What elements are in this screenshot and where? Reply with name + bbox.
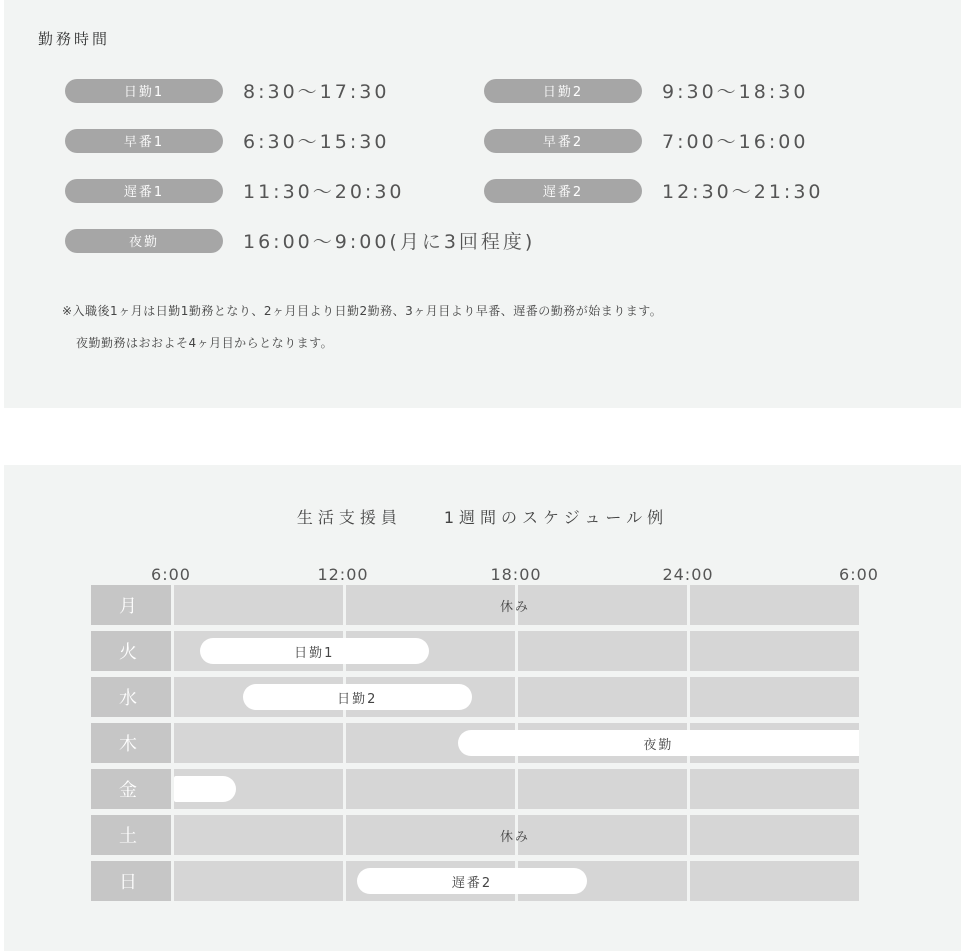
shift-row [65, 77, 389, 104]
shift-row [484, 77, 808, 104]
time-tick-label: 6:00 [839, 565, 879, 584]
shift-label-pill: 日勤1 [65, 79, 223, 103]
day-label: 火 [91, 631, 171, 671]
shift-bar: 遅番2 [357, 868, 586, 894]
schedule-row [91, 815, 859, 855]
schedule-cell [518, 677, 687, 717]
shift-time: 16:00～9:00(月に3回程度) [243, 231, 536, 253]
shift-bar [174, 776, 236, 802]
shift-row [65, 177, 405, 204]
shift-row [484, 127, 808, 154]
shift-time: 7:00～16:00 [662, 131, 809, 153]
shift-label-pill: 早番2 [484, 129, 642, 153]
time-tick-label: 6:00 [151, 565, 191, 584]
schedule-row [91, 769, 859, 809]
shift-bar: 日勤2 [243, 684, 472, 710]
shift-bar: 日勤1 [200, 638, 429, 664]
schedule-cell [174, 861, 343, 901]
day-label: 月 [91, 585, 171, 625]
note-text: ※入職後1ヶ月は日勤1勤務となり、2ヶ月目より日勤2勤務、3ヶ月目より早番、遅番の勤務が始まります。 [62, 304, 663, 318]
note-text: 夜勤勤務はおおよそ4ヶ月目からとなります。 [76, 336, 334, 350]
shift-row [65, 127, 389, 154]
schedule-cell [518, 631, 687, 671]
shift-time: 11:30～20:30 [243, 181, 405, 203]
schedule-cell [690, 769, 859, 809]
day-label: 日 [91, 861, 171, 901]
schedule-row [91, 585, 859, 625]
schedule-row [91, 631, 859, 671]
shift-row [484, 177, 824, 204]
work-hours-panel [4, 0, 961, 408]
shift-time: 8:30～17:30 [243, 81, 390, 103]
schedule-cell [690, 677, 859, 717]
schedule-row [91, 677, 859, 717]
time-tick-label: 12:00 [317, 565, 369, 584]
chart-title: 生活支援員 1週間のスケジュール例 [296, 508, 669, 527]
day-off-label: 休み [499, 829, 530, 845]
shift-time: 6:30～15:30 [243, 131, 390, 153]
shift-bar: 夜勤 [458, 730, 859, 756]
shift-label-pill: 夜勤 [65, 229, 223, 253]
schedule-row [91, 861, 859, 901]
time-tick-label: 18:00 [490, 565, 542, 584]
schedule-cell [346, 769, 515, 809]
schedule-cell [690, 631, 859, 671]
shift-time: 9:30～18:30 [662, 81, 809, 103]
shift-label-pill: 日勤2 [484, 79, 642, 103]
day-label: 金 [91, 769, 171, 809]
time-tick-label: 24:00 [662, 565, 714, 584]
day-off-label: 休み [499, 599, 530, 615]
shift-row [65, 227, 535, 254]
schedule-row [91, 723, 859, 763]
schedule-panel [4, 465, 961, 951]
shift-label-pill: 早番1 [65, 129, 223, 153]
day-label: 水 [91, 677, 171, 717]
schedule-cell [518, 769, 687, 809]
shift-time: 12:30～21:30 [662, 181, 824, 203]
day-label: 木 [91, 723, 171, 763]
schedule-cell [690, 861, 859, 901]
schedule-cell [174, 723, 343, 763]
shift-label-pill: 遅番2 [484, 179, 642, 203]
shift-label-pill: 遅番1 [65, 179, 223, 203]
section-title: 勤務時間 [38, 30, 111, 48]
day-label: 土 [91, 815, 171, 855]
